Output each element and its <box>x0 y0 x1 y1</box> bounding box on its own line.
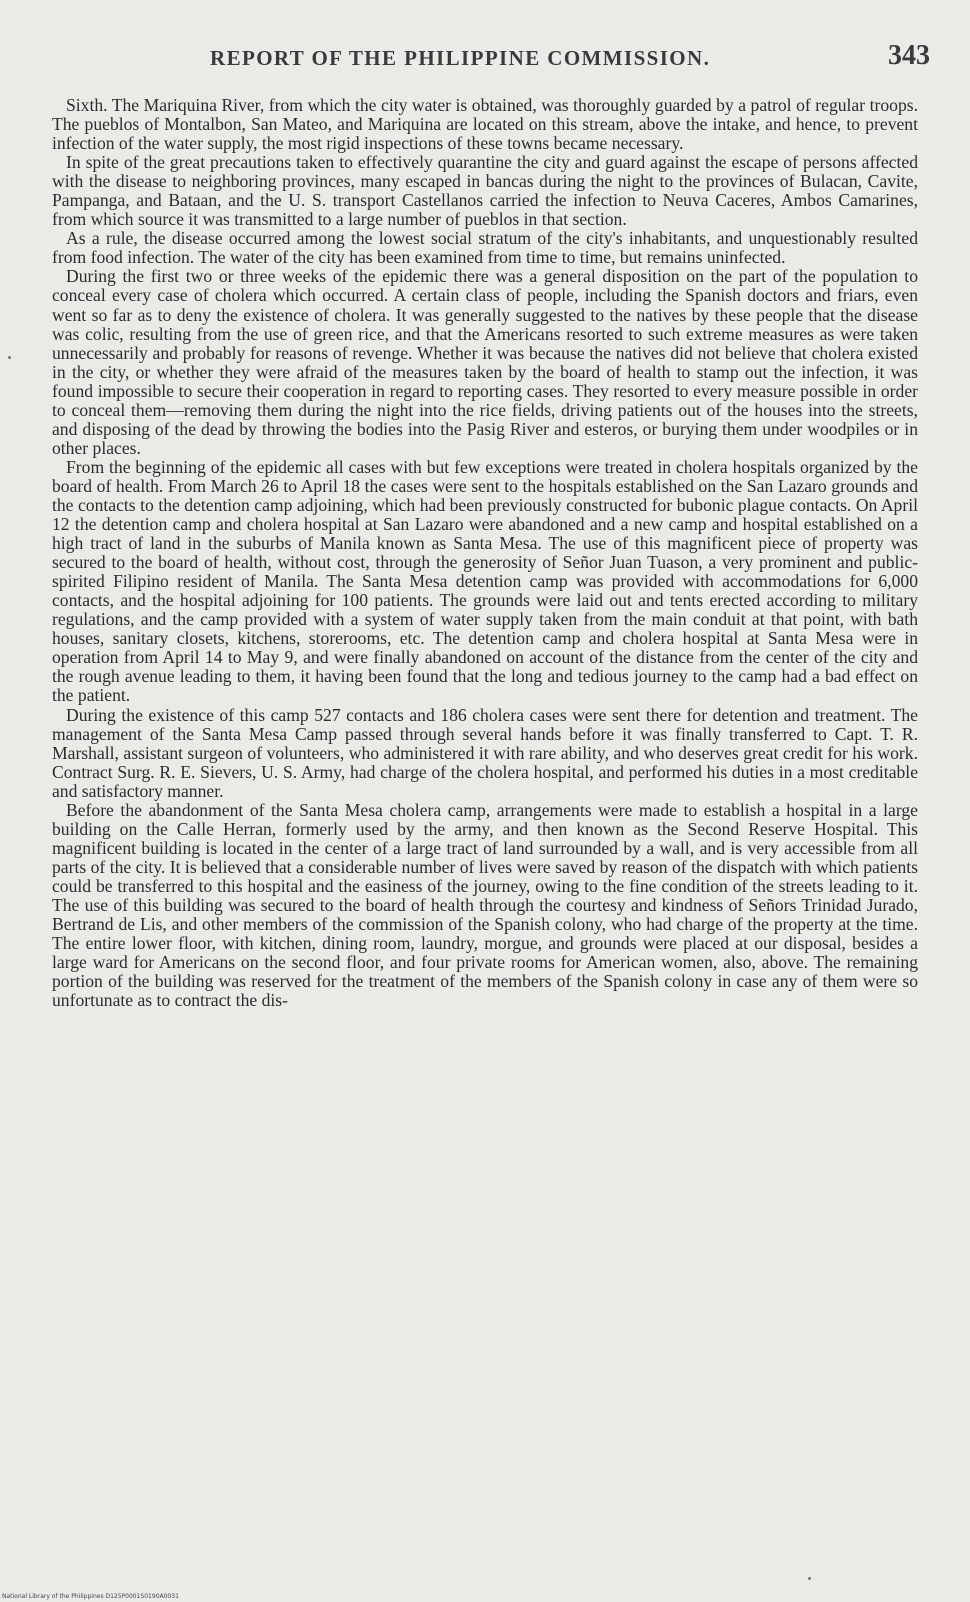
body-text <box>52 96 918 1010</box>
paragraph: As a rule, the disease occurred among the lowest social stratum of the city's inhabitants, and unquestionably resulted from food infection. The water of the city has been examined from time to time, but remains uninfected. <box>52 228 918 268</box>
scan-speck <box>8 356 11 359</box>
paragraph: Sixth. The Mariquina River, from which the city water is obtained, was thoroughly guarded by a patrol of regular troops. The pueblos of Montalbon, San Mateo, and Mariquina are located on this stream, above the intake, and hence, to prevent infection of the water supply, the most rigid inspections of these towns became necessary. <box>52 95 918 154</box>
page-number: 343 <box>888 40 930 71</box>
paragraph: Before the abandonment of the Santa Mesa cholera camp, arrangements were made to establish a hospital in a large building on the Calle Herran, formerly used by the army, and then known as the Second Reserve Hospital. This magnificent building is located in the center of a large tract of land surrounded by a wall, and is very accessible from all parts of the city. It is believed that a considerable number of lives were saved by reason of the dispatch with which patients could be transferred to this hospital and the easiness of the journey, owing to the fine condition of the streets leading to it. The use of this building was secured to the board of health through the courtesy and kindness of Señors Trinidad Jurado, Bertrand de Lis, and other members of the commission of the Spanish colony, who had charge of the property at the time. The entire lower floor, with kitchen, dining room, laundry, morgue, and grounds were placed at our disposal, besides a large ward for Americans on the second floor, and four private rooms for American women, also, above. The remaining portion of the building was reserved for the treatment of the members of the Spanish colony in case any of them were so unfortunate as to contract the dis- <box>52 799 918 1011</box>
paragraph: During the first two or three weeks of the epidemic there was a general disposition on the part of the population to conceal every case of cholera which occurred. A certain class of people, including the Spanish doctors and friars, even went so far as to deny the existence of cholera. It was generally suggested to the natives by these people that the disease was colic, resulting from the use of green rice, and that the Americans resorted to such extreme measures as were taken unnecessarily and probably for reasons of revenge. Whether it was because the natives did not believe that cholera existed in the city, or whether they were afraid of the measures taken by the board of health to stamp out the infection, it was found impossible to secure their cooperation in regard to reporting cases. They resorted to every measure possible in order to conceal them—removing them during the night into the rice fields, driving patients out of the houses into the streets, and disposing of the dead by throwing the bodies into the Pasig River and esteros, or burying them under woodpiles or in other places. <box>52 266 918 458</box>
scan-footer-note: National Library of the Philippines D125P0001S0190A0031 <box>2 1593 179 1600</box>
paragraph: From the beginning of the epidemic all cases with but few exceptions were treated in cholera hospitals organized by the board of health. From March 26 to April 18 the cases were sent to the hospitals established on the San Lazaro grounds and the contacts to the detention camp adjoining, which had been previously constructed for bubonic plague contacts. On April 12 the detention camp and cholera hospital at San Lazaro were abandoned and a new camp and hospital established on a high tract of land in the suburbs of Manila known as Santa Mesa. The use of this magnificent piece of property was secured to the board of health, without cost, through the generosity of Señor Juan Tuason, a very prominent and public-spirited Filipino resident of Manila. The Santa Mesa detention camp was provided with accommodations for 6,000 contacts, and the hospital adjoining for 100 patients. The grounds were laid out and tents erected according to military regulations, and the camp provided with a system of water supply taken from the main conduit at that point, with bath houses, sanitary closets, kitchens, storerooms, etc. The detention camp and cholera hospital at Santa Mesa were in operation from April 14 to May 9, and were finally abandoned on account of the distance from the center of the city and the rough avenue leading to them, it having been found that the long and tedious journey to the camp had a bad effect on the patient. <box>52 456 918 706</box>
paragraph: During the existence of this camp 527 contacts and 186 cholera cases were sent there for detention and treatment. The management of the Santa Mesa Camp passed through several hands before it was finally transferred to Capt. T. R. Marshall, assistant surgeon of volunteers, who administered it with rare ability, and who deserves great credit for his work. Contract Surg. R. E. Sievers, U. S. Army, had charge of the cholera hospital, and performed his duties in a most creditable and satisfactory manner. <box>52 704 918 801</box>
scan-speck <box>808 1577 811 1580</box>
page-header <box>60 38 930 78</box>
paragraph: In spite of the great precautions taken to effectively quarantine the city and guard against the escape of persons affected with the disease to neighboring provinces, many escaped in bancas during the night to the provinces of Bulacan, Cavite, Pampanga, and Bataan, and the U. S. transport Castellanos carried the infection to Neuva Caceres, Ambos Camarines, from which source it was transmitted to a large number of pueblos in that section. <box>52 152 918 230</box>
running-title: REPORT OF THE PHILIPPINE COMMISSION. <box>210 46 711 70</box>
